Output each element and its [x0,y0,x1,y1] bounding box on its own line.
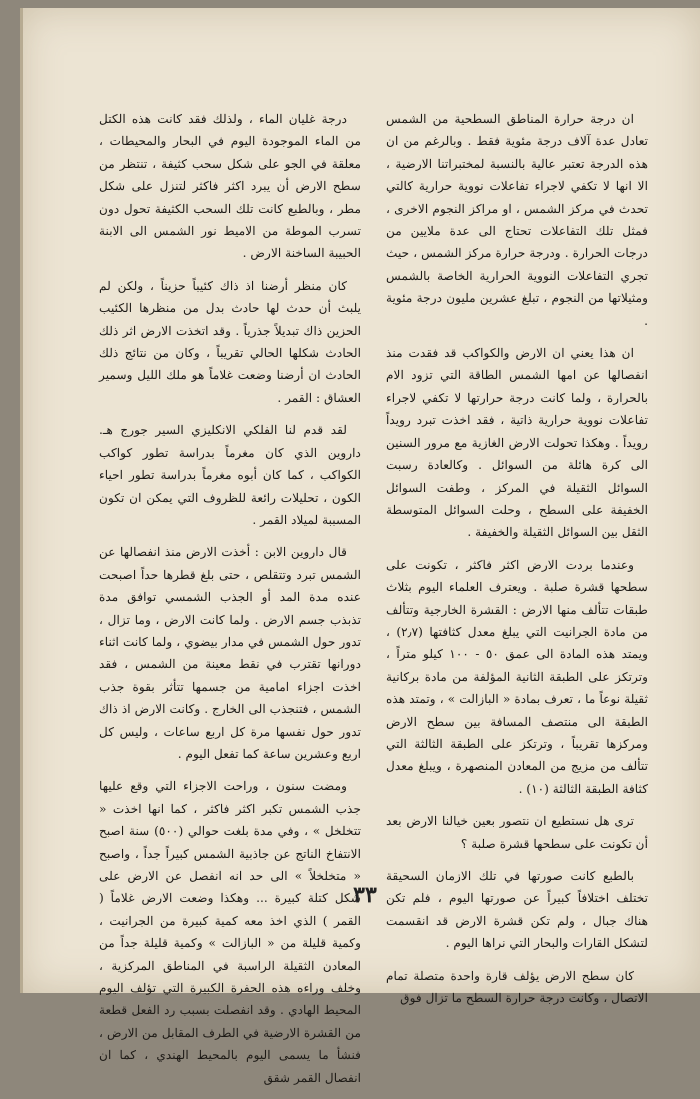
paragraph: كان منظر أرضنا اذ ذاك كئيباً حزيناً ، ولكن لم يلبث أن حدث لها حادث بدل من منظرها الكئيب الحزين ذاك تبديلاً جذرياً . وقد اتخذت الارض اثر ذلك الحادث شكلها الحالي تقريباً ، وكان من نتائج ذلك الحادث ان أرضنا وضعت غلاماً هو ملك الليل وسمير العشاق : القمر . [99,278,361,405]
paragraph: بالطبع كانت صورتها في تلك الازمان السحيقة تختلف اختلافاً كبيراً عن صورتها اليوم ، فلم تكن هناك جبال ، ولم تكن قشرة الارض قد انقسمت لتشكل القارات والبحار التي نراها اليوم . [386,869,648,951]
paragraph: ان هذا يعني ان الارض والكواكب قد فقدت منذ انفصالها عن امها الشمس الطاقة التي تزود الام بالحرارة ، ولما كانت درجة حرارتها لا تكفي لاجراء تفاعلات نووية حرارية ذاتية ، فقد اخذت تبرد رويداً رويداً . وهكذا تحولت الارض الغازية مع مرور السنين الى كرة هائلة من السوائل . وكالعادة رسبت السوائل الثقيلة في المركز ، وطفت السوائل الخفيفة على السطح ، وحلت السوائل المتوسطة الثقل بين السوائل الثقيلة والخفيفة . [386,346,648,540]
paragraph: ان درجة حرارة المناطق السطحية من الشمس تعادل عدة آلاف درجة مئوية فقط . وبالرغم من ان هذه الدرجة تعتبر عالية بالنسبة لمختبراتنا الارضية ، الا انها لا تكفي لاجراء تفاعلات نووية حرارية كالتي تحدث في مركز الشمس ، او مراكز النجوم الاخرى ، فمثل تلك التفاعلات تحتاج الى عدة ملايين من درجات الحرارة . ودرجة حرارة مركز الشمس ، حيث تجري التفاعلات النووية الحرارية الخاصة بالشمس ومثيلاتها من النجوم ، تبلغ عشرين مليون درجة مئوية . [386,112,648,328]
paragraph: لقد قدم لنا الفلكي الانكليزي السير جورج هـ. داروين الذي كان مغرماً بدراسة تطور كواكب الكواكب ، كما كان أبوه مغرماً بدراسة تطور احياء الكون ، تحليلات رائعة للظروف التي يمكن ان تكون المسببة لميلاد القمر . [99,423,361,527]
page-number: ٣٣ [353,882,377,908]
left-text-column [99,108,361,1099]
paragraph: ومضت سنون ، وراحت الاجزاء التي وقع عليها جذب الشمس تكبر اكثر فاكثر ، كما انها اخذت « تتخلخل » ، وفي مدة بلغت حوالي (٥٠٠) سنة اصبح الانتفاخ الناتج عن جاذبية الشمس كبيراً جداً ، واصبح « متخلخلاً » الى حد انه انفصل عن الارض على شكل كتلة كبيرة ... وهكذا وضعت الارض غلاماً ( القمر ) الذي اخذ معه كمية كبيرة من الجرانيت ، وكمية قليلة من « البازالت » وكمية قليلة جداً من المعادن الثقيلة الراسبة في المناطق المركزية ، وخلف وراءه هذه الحفرة الكبيرة التي تؤلف اليوم المحيط الهادي . وقد انفصلت بسبب رد الفعل قطعة من القشرة الارضية في الطرف المقابل من الارض ، فنشأ ما يسمى اليوم بالمحيط الهندي ، كما ان انفصال القمر شقق [99,779,361,1085]
paragraph: قال داروين الابن : أخذت الارض منذ انفصالها عن الشمس تبرد وتتقلص ، حتى بلغ قطرها حداً اصبحت عنده مدة المد أو الجذب الشمسي توافق مدة تذبذب جسم الارض . ولما كانت الارض ، وما تزال ، تدور حول الشمس في مدار بيضوي ، ولما كانت اثناء دورانها تقترب في نقط معينة من الشمس ، فقد اخذت اجزاء امامية من جسمها تتأثر بقوة جذب الشمس ، فتنجذب الى الخارج . وكانت الارض اذ ذاك تدور حول نفسها مرة كل اربع ساعات ، وليس كل اربع وعشرين ساعة كما تفعل اليوم . [99,545,361,761]
paragraph: كان سطح الارض يؤلف قارة واحدة متصلة تمام الاتصال ، وكانت درجة حرارة السطح ما تزال فوق [386,968,648,1006]
book-page [20,8,700,1085]
paragraph: وعندما بردت الارض اكثر فاكثر ، تكونت على سطحها قشرة صلبة . ويعترف العلماء اليوم بثلاث طبقات تتألف منها الارض : القشرة الخارجية وتتألف من مادة الجرانيت التي يبلغ معدل كثافتها (٢٫٧) ، ويمتد هذه المادة الى عمق ٥٠ - ١٠٠ كيلو متراً ، وترتكز على الطبقة الثانية المؤلفة من مادة بركانية ثقيلة نوعاً ما ، تعرف بمادة « البازالت » ، وتمتد هذه الطبقة الى منتصف المسافة بين سطح الارض ومركزها تقريباً ، وترتكز على الطبقة الثالثة التي تتألف من مزيج من المعادن المنصهرة ، ويبلغ معدل كثافة الطبقة الثالثة (١٠) . [386,557,649,796]
paragraph: ترى هل نستطيع ان نتصور بعين خيالنا الارض بعد أن تكونت على سطحها قشرة صلبة ؟ [386,814,648,851]
page-fold-edge [20,8,23,993]
paragraph: درجة غليان الماء ، ولذلك فقد كانت هذه الكتل من الماء الموجودة اليوم في البحار والمحيطات ، معلقة في الجو على شكل سحب كثيفة ، تنتظر من سطح الارض أن يبرد اكثر فاكثر لتنزل على شكل مطر ، وبالطبع كانت تلك السحب الكثيفة تحول دون تسرب الموطة من الاميط نور الشمس الى الابنة الحبيبة الساخنة الارض . [99,112,361,261]
right-text-column [386,108,648,1019]
